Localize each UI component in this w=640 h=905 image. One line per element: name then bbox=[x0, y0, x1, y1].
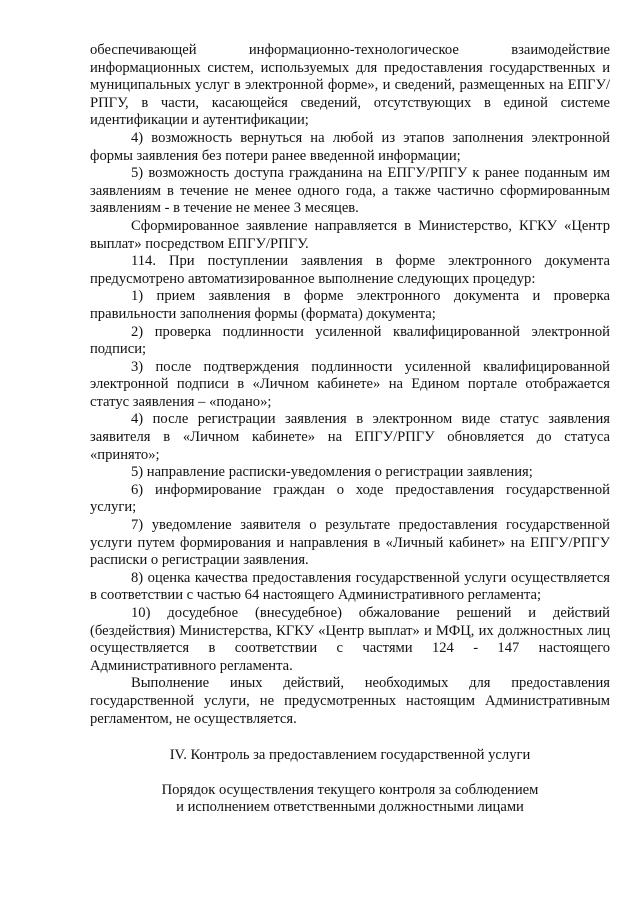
paragraph-procedure-3: 3) после подтверждения подлинности усиленной квалифицированной электронной подписи в «Личном кабинете» на Едином портале отображается статус заявления – «подано»; bbox=[90, 358, 610, 410]
paragraph-procedure-1: 1) прием заявления в форме электронного документа и проверка правильности заполнения формы (формата) документа; bbox=[90, 288, 610, 322]
subsection-heading-line-2: и исполнением ответственными должностными лицами bbox=[176, 799, 524, 816]
paragraph-procedure-10: 10) досудебное (внесудебное) обжалование решений и действий (бездействия) Министерства, КГКУ «Центр выплат» и МФЦ, их должностных лиц осуществляется в соответствии с частями 124 - 147 настоящего Административного регламента. bbox=[90, 605, 610, 674]
paragraph-procedure-5: 5) направление расписки-уведомления о регистрации заявления; bbox=[131, 464, 533, 481]
paragraph-procedure-2: 2) проверка подлинности усиленной квалифицированной электронной подписи; bbox=[90, 323, 610, 358]
paragraph-procedure-8: 8) оценка качества предоставления государственной услуги осуществляется в соответствии с частью 64 настоящего Административного регламента; bbox=[90, 569, 610, 604]
paragraph-continuation: обеспечивающей информационно-технологическое взаимодействие информационных систем, используемых для предоставления государственных и муниципальных услуг в электронной форме», и сведений, размещенных на ЕПГУ/РПГУ, в части, касающейся сведений, отсутствующих в единой системе идентификации и аутентификации; bbox=[90, 42, 610, 129]
subsection-heading-line-1: Порядок осуществления текущего контроля за соблюдением bbox=[161, 781, 539, 798]
paragraph-procedure-6: 6) информирование граждан о ходе предоставления государственной услуги; bbox=[90, 481, 610, 516]
paragraph-submission: Сформированное заявление направляется в Министерство, КГКУ «Центр выплат» посредством ЕПГУ/РПГУ. bbox=[90, 217, 610, 252]
paragraph-procedure-7: 7) уведомление заявителя о результате предоставления государственной услуги путем формирования и направления в «Личный кабинет» на ЕПГУ/РПГУ расписки о регистрации заявления. bbox=[90, 517, 610, 569]
paragraph-procedure-4: 4) после регистрации заявления в электронном виде статус заявления заявителя в «Личном кабинете» на ЕПГУ/РПГУ обновляется до статуса «принято»; bbox=[90, 411, 610, 463]
paragraph-item-4-return-to-step: 4) возможность вернуться на любой из этапов заполнения электронной формы заявления без потери ранее введенной информации; bbox=[90, 129, 610, 164]
paragraph-clause-114: 114. При поступлении заявления в форме электронного документа предусмотрено автоматизированное выполнение следующих процедур: bbox=[90, 253, 610, 287]
subsection-heading bbox=[90, 782, 610, 817]
section-heading: IV. Контроль за предоставлением государственной услуги bbox=[169, 747, 531, 764]
paragraph-item-5-access: 5) возможность доступа гражданина на ЕПГУ/РПГУ к ранее поданным им заявлениям в течение не менее одного года, а также частично сформированным заявлениям - в течение не менее 3 месяцев. bbox=[90, 165, 610, 217]
paragraph-closing: Выполнение иных действий, необходимых для предоставления государственной услуги, не предусмотренных настоящим Административным регламентом, не осуществляется. bbox=[90, 675, 610, 727]
